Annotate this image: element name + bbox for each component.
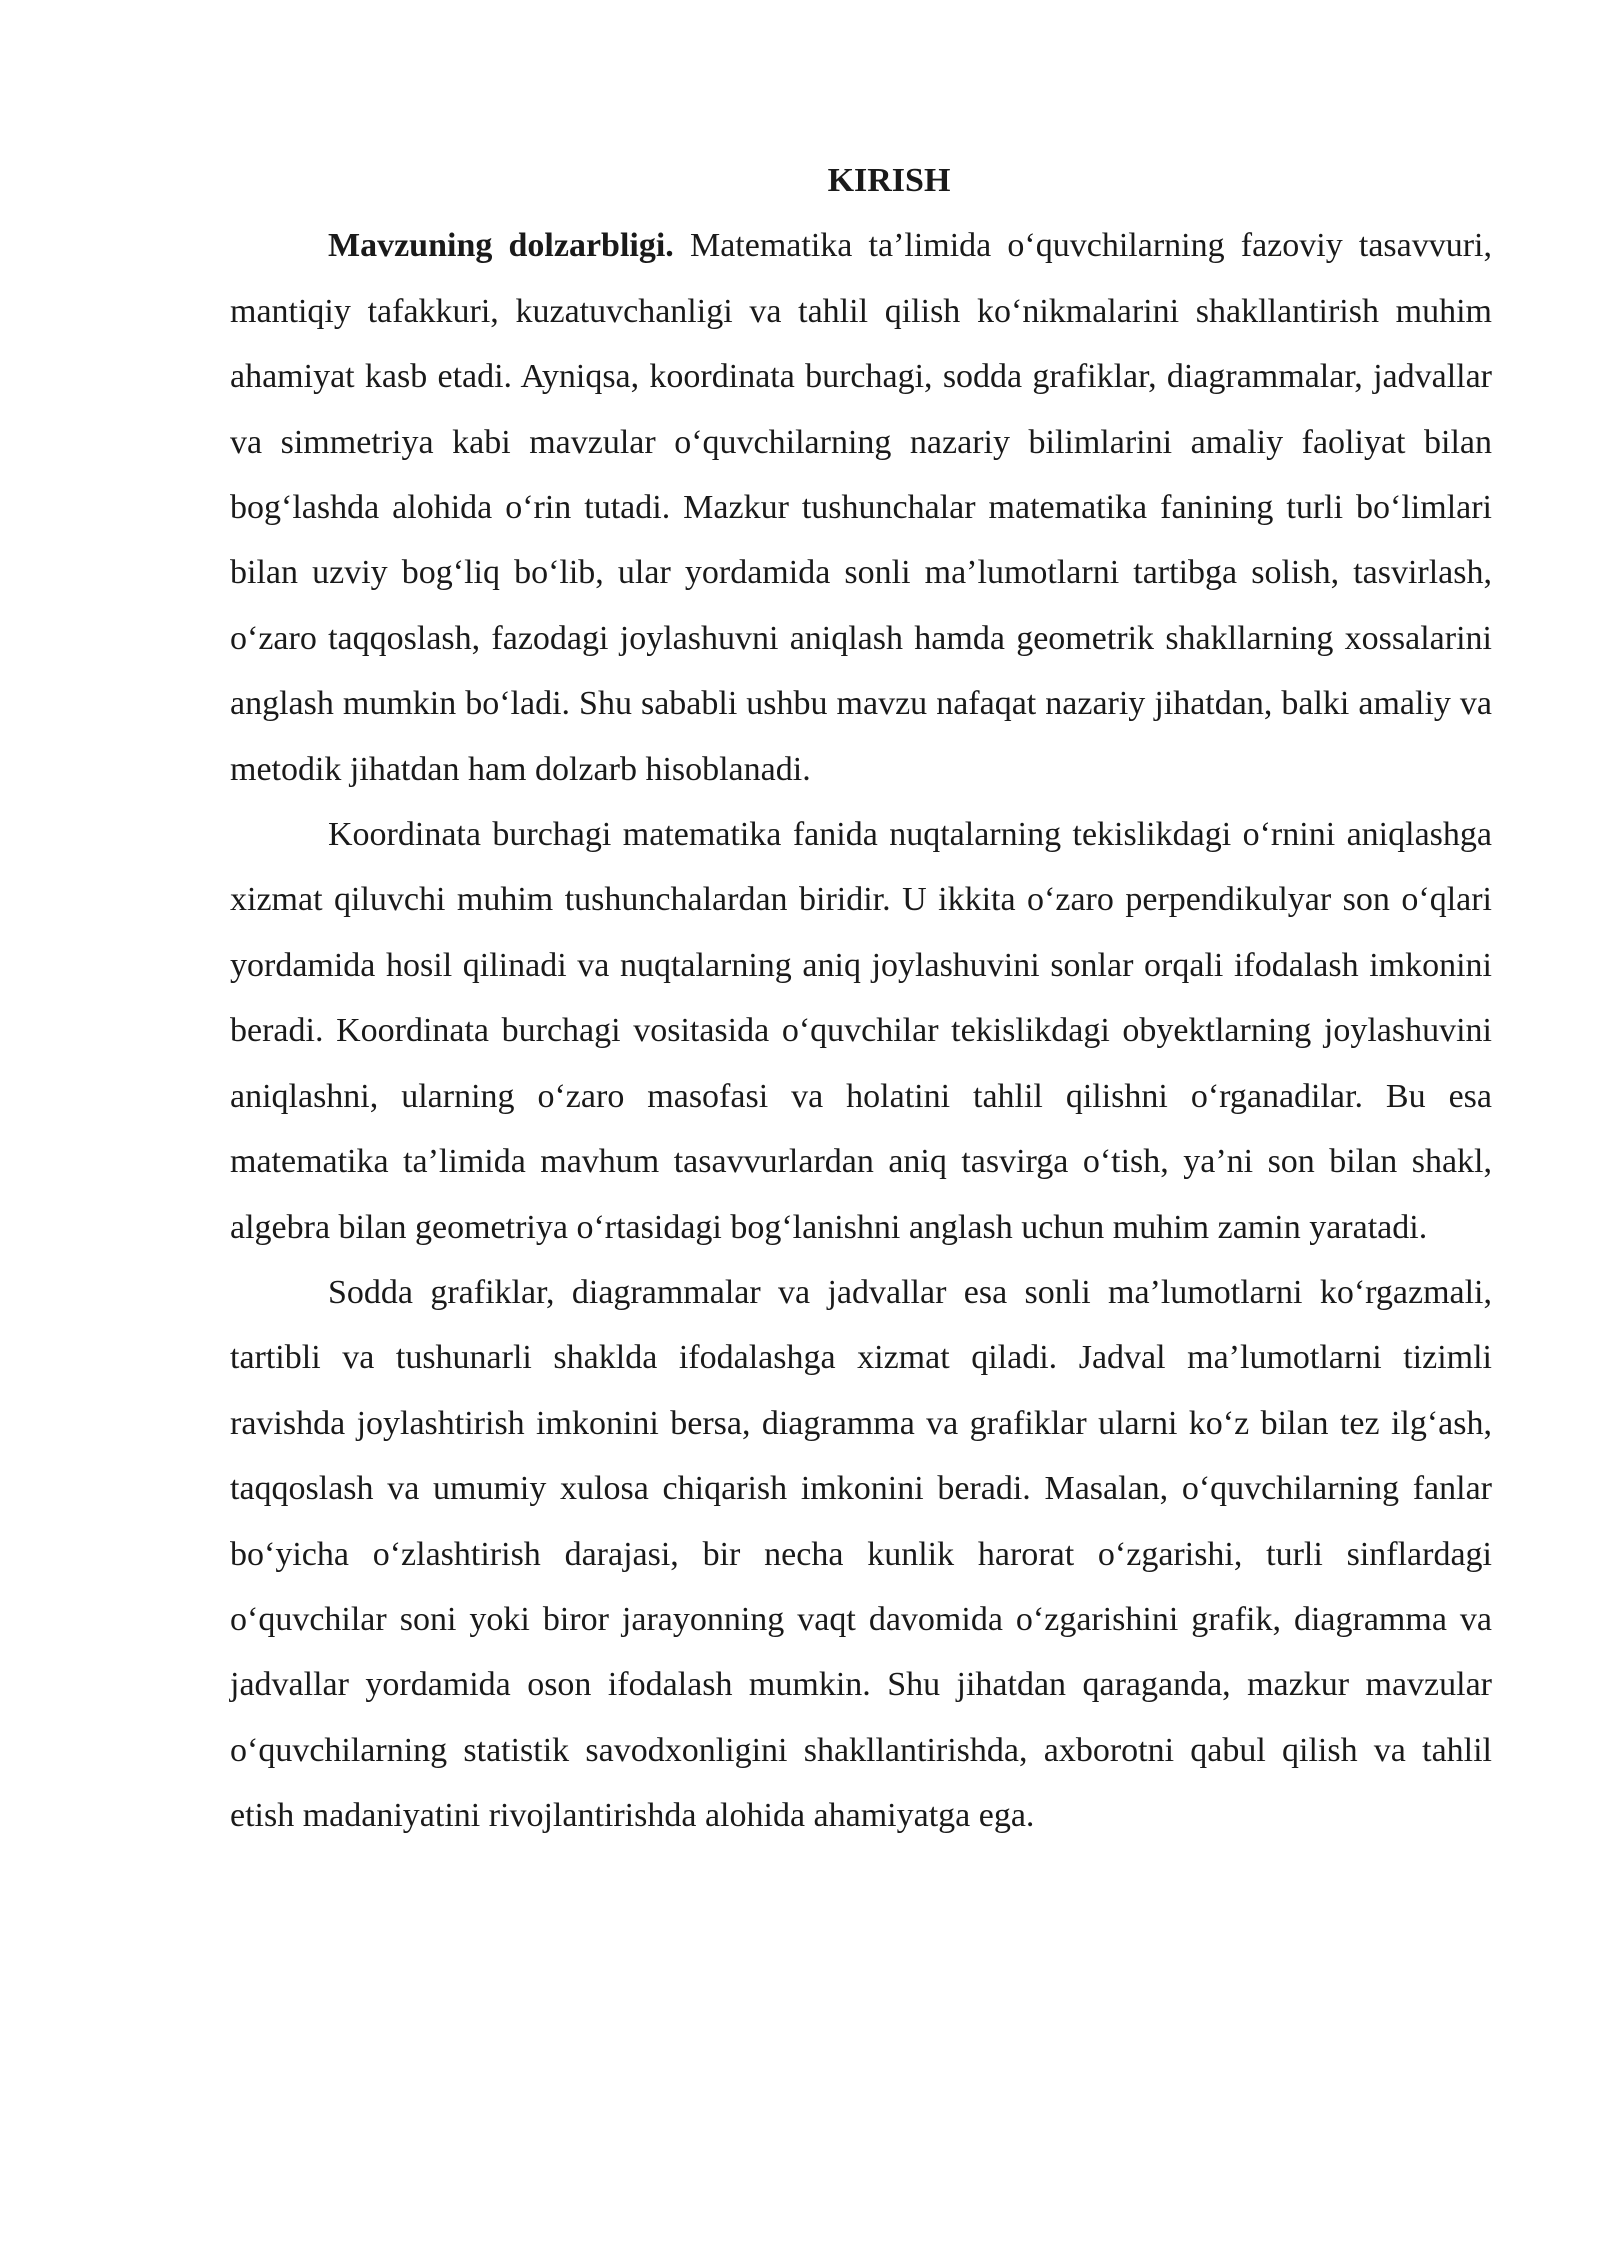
paragraph-text: Koordinata burchagi matematika fanida nuqtalarning tekislikdagi o‘rnini aniqlashga xizmat qiluvchi muhim tushunchalardan biridir. U ikkita o‘zaro perpendikulyar son o‘qlari yordamida hosil qilinadi va nuqtalarning aniq joylashuvini sonlar orqali ifodalash imkonini beradi. Koordinata burchagi vositasida o‘quvchilar tekislikdagi obyektlarning joylashuvini aniqlashni, ularning o‘zaro masofasi va holatini tahlil qilishni o‘rganadilar. Bu esa matematika ta’limida mavhum tasavvurlardan aniq tasvirga o‘tish, ya’ni son bilan shakl, algebra bilan geometriya o‘rtasidagi bog‘lanishni anglash uchun muhim zamin yaratadi. <box>230 816 1492 1246</box>
document-title: KIRISH <box>827 162 951 199</box>
paragraph-text: Sodda grafiklar, diagrammalar va jadvallar esa sonli ma’lumotlarni ko‘rgazmali, tartibli va tushunarli shaklda ifodalashga xizmat qiladi. Jadval ma’lumotlarni tizimli ravishda joylashtirish imkonini bersa, diagramma va grafiklar ularni ko‘z bilan tez ilg‘ash, taqqoslash va umumiy xulosa chiqarish imkonini beradi. Masalan, o‘quvchilarning fanlar bo‘yicha o‘zlashtirish darajasi, bir necha kunlik harorat o‘zgarishi, turli sinflardagi o‘quvchilar soni yoki biror jarayonning vaqt davomida o‘zgarishini grafik, diagramma va jadvallar yordamida oson ifodalash mumkin. Shu jihatdan qaraganda, mazkur mavzular o‘quvchilarning statistik savodxonligini shakllantirishda, axborotni qabul qilish va tahlil etish madaniyatini rivojlantirishda alohida ahamiyatga ega. <box>230 1273 1492 1835</box>
paragraph-coordinate-angle <box>230 802 1492 1260</box>
document-page <box>230 148 1492 1849</box>
paragraph-lead: Mavzuning dolzarbligi. <box>328 227 674 265</box>
paragraph-graphs-diagrams <box>230 1260 1492 1849</box>
paragraph-text: Matematika ta’limida o‘quvchilarning fazoviy tasavvuri, mantiqiy tafakkuri, kuzatuvchanligi va tahlil qilish ko‘nikmalarini shakllantirish muhim ahamiyat kasb etadi. Ayniqsa, koordinata burchagi, sodda grafiklar, diagrammalar, jadvallar va simmetriya kabi mavzular o‘quvchilarning nazariy bilimlarini amaliy faoliyat bilan bog‘lashda alohida o‘rin tutadi. Mazkur tushunchalar matematika fanining turli bo‘limlari bilan uzviy bog‘liq bo‘lib, ular yordamida sonli ma’lumotlarni tartibga solish, tasvirlash, o‘zaro taqqoslash, fazodagi joylashuvni aniqlash hamda geometrik shakllarning xossalarini anglash mumkin bo‘ladi. Shu sababli ushbu mavzu nafaqat nazariy jihatdan, balki amaliy va metodik jihatdan ham dolzarb hisoblanadi. <box>230 227 1493 788</box>
paragraph-relevance <box>230 213 1492 802</box>
